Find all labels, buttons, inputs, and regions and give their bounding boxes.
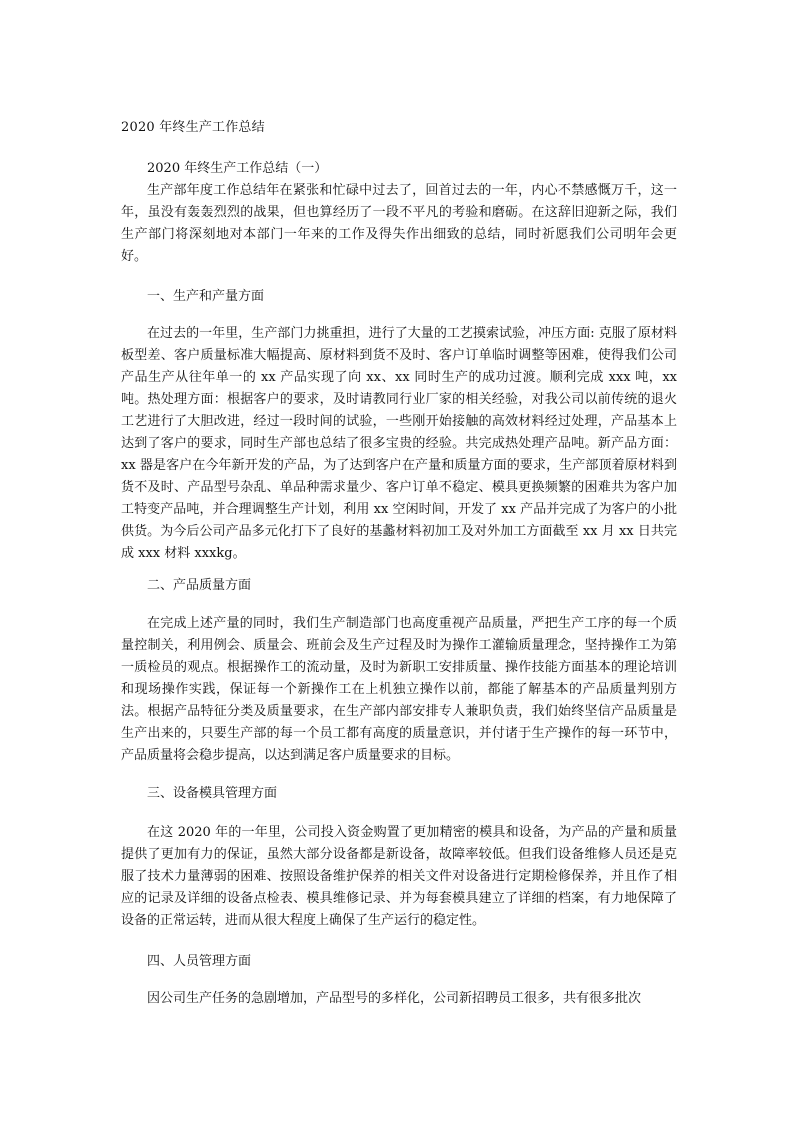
section-heading-production: 一、生产和产量方面 (147, 289, 265, 304)
section-heading-personnel: 四、人员管理方面 (147, 954, 252, 969)
section-body-equipment: 在这 2020 年的一年里，公司投入资金购置了更加精密的模具和设备，为产品的产量和质量提供了更加有力的保证，虽然大部分设备都是新设备，故障率较低。但我们设备维修人员还是克服了技术力量薄弱的困难、按照设备维护保养的相关文件对设备进行定期检修保养，并且作了相应的记录及详细的设备点检表、模具维修记录、并为每套模具建立了详细的档案，有力地保障了设备的正常运转，进而从很大程度上确保了生产运行的稳定性。 (121, 825, 677, 928)
section-body-personnel: 因公司生产任务的急剧增加，产品型号的多样化，公司新招聘员工很多，共有很多批次 (147, 991, 642, 1006)
document-title: 2020 年终生产工作总结 (121, 120, 265, 135)
document-subtitle: 2020 年终生产工作总结（一） (147, 161, 328, 176)
section-body-quality: 在完成上述产量的同时，我们生产制造部门也高度重视产品质量，严把生产工序的每一个质量控制关，利用例会、质量会、班前会及生产过程及时为操作工灌输质量理念，坚持操作工为第一质检员的观点。根据操作工的流动量，及时为新职工安排质量、操作技能方面基本的理论培训和现场操作实践，保证每一个新操作工在上机独立操作以前，都能了解基本的产品质量判别方法。根据产品特征分类及质量要求，在生产部内部安排专人兼职负责，我们始终坚信产品质量是生产出来的，只要生产部的每一个员工都有高度的质量意识，并付诸于生产操作的每一环节中，产品质量将会稳步提高，以达到满足客户质量要求的目标。 (121, 616, 677, 763)
section-heading-quality: 二、产品质量方面 (147, 578, 252, 593)
section-heading-equipment: 三、设备模具管理方面 (147, 786, 278, 801)
intro-paragraph: 生产部年度工作总结年在紧张和忙碌中过去了，回首过去的一年，内心不禁感慨万千，这一年，虽没有轰轰烈烈的战果，但也算经历了一段不平凡的考验和磨砺。在这辞旧迎新之际，我们生产部门将深刻地对本部门一年来的工作及得失作出细致的总结，同时祈愿我们公司明年会更好。 (121, 183, 677, 264)
section-body-production: 在过去的一年里，生产部门力挑重担，进行了大量的工艺摸索试验，冲压方面: 克服了原材料板型差、客户质量标准大幅提高、原材料到货不及时、客户订单临时调整等困难，使得我们公司产品生产从往年单一的 xx 产品实现了向 xx、xx 同时生产的成功过渡。顺利完成 xxx 吨，xx 吨。热处理方面：根据客户的要求，及时请教同行业厂家的相关经验，对我公司以前传统的退火工艺进行了大胆改进，经过一段时间的试验，一些刚开始接触的高效材料经过处理，产品基本上达到了客户的要求，同时生产部也总结了很多宝贵的经验。共完成热处理产品吨。新产品方面：xx 器是客户在今年新开发的产品，为了达到客户在产量和质量方面的要求，生产部顶着原材料到货不及时、产品型号杂乱、单品种需求量少、客户订单不稳定、模具更换频繁的困难共为客户加工特变产品吨，并合理调整生产计划，利用 xx 空闲时间，开发了 xx 产品并完成了为客户的小批供货。为今后公司产品多元化打下了良好的基蠡材料初加工及对外加工方面截至 xx 月 xx 日共完成 xxx 材料 xxxkg。 (121, 326, 677, 561)
